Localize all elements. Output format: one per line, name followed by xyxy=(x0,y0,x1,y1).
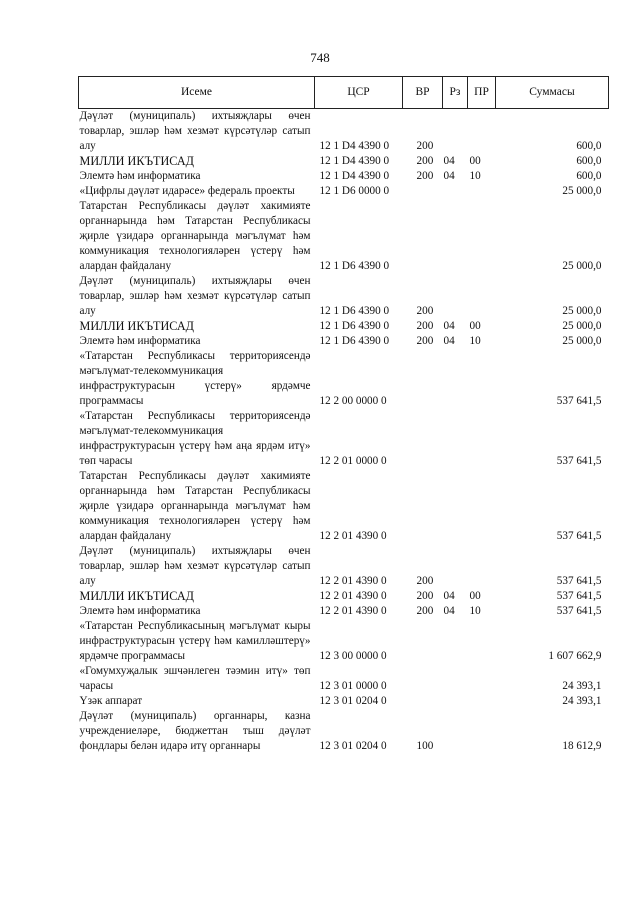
table-row xyxy=(79,694,609,709)
cell-sum: 25 000,0 xyxy=(562,185,602,197)
cell-pr xyxy=(468,109,496,155)
table-body xyxy=(79,109,609,755)
cell-sum: 537 641,5 xyxy=(556,590,602,602)
cell-name: Үзәк аппарат xyxy=(79,695,143,707)
cell-csr: 12 2 01 4390 0 xyxy=(319,590,387,602)
cell-rz: 04 xyxy=(443,155,455,167)
cell-vr xyxy=(403,469,443,544)
table-row xyxy=(79,169,609,184)
cell-vr xyxy=(403,664,443,694)
table-row xyxy=(79,664,609,694)
cell-csr: 12 1 D6 4390 0 xyxy=(319,260,390,272)
table-row xyxy=(79,619,609,664)
cell-name: Татарстан Республикасы дәүләт хакимияте органнарында һәм Татарстан Республикасы җирле үзидарә органнарында мәгълүмат һәм коммуникация технологияләрен үстерү һәм алардан файдалану xyxy=(79,200,311,272)
cell-pr: 00 xyxy=(469,320,481,332)
cell-rz: 04 xyxy=(443,605,455,617)
cell-csr: 12 2 00 0000 0 xyxy=(319,395,387,407)
cell-rz: 04 xyxy=(443,335,455,347)
cell-sum: 537 641,5 xyxy=(556,575,602,587)
header-sum: Суммасы xyxy=(496,77,609,109)
cell-name: «Татарстан Республикасының мәгълүмат кыры инфраструктурасын үстерү һәм камилләштерү» ярдәмче программасы xyxy=(79,620,311,662)
cell-csr: 12 2 01 0000 0 xyxy=(319,455,387,467)
cell-sum: 537 641,5 xyxy=(556,395,602,407)
cell-sum: 18 612,9 xyxy=(562,740,602,752)
cell-rz xyxy=(443,694,468,709)
table-row xyxy=(79,469,609,544)
cell-pr: 00 xyxy=(469,155,481,167)
cell-pr xyxy=(468,199,496,274)
cell-csr: 12 1 D6 4390 0 xyxy=(319,320,390,332)
table-row xyxy=(79,334,609,349)
cell-csr: 12 2 01 4390 0 xyxy=(319,605,387,617)
cell-vr xyxy=(403,619,443,664)
cell-name: Татарстан Республикасы дәүләт хакимияте органнарында һәм Татарстан Республикасы җирле үзидарә органнарында мәгълүмат һәм коммуникация технологияләрен үстерү һәм алардан файдалану xyxy=(79,470,311,542)
cell-sum: 600,0 xyxy=(576,170,602,182)
cell-rz xyxy=(443,274,468,319)
cell-sum: 1 607 662,9 xyxy=(548,650,602,662)
cell-pr xyxy=(468,469,496,544)
cell-sum: 537 641,5 xyxy=(556,530,602,542)
cell-pr xyxy=(468,184,496,199)
cell-csr: 12 3 01 0204 0 xyxy=(319,695,387,707)
cell-vr: 200 xyxy=(416,155,434,167)
cell-sum: 25 000,0 xyxy=(562,260,602,272)
cell-csr: 12 1 D4 4390 0 xyxy=(319,140,390,152)
cell-rz: 04 xyxy=(443,170,455,182)
cell-pr xyxy=(468,664,496,694)
cell-rz xyxy=(443,469,468,544)
cell-name: Дәүләт (муниципаль) органнары, казна учреждениеләре, бюджеттан тыш дәүләт фондлары белән идарә итү органнары xyxy=(79,710,311,752)
cell-vr: 200 xyxy=(416,335,434,347)
cell-csr: 12 2 01 4390 0 xyxy=(319,530,387,542)
cell-rz xyxy=(443,184,468,199)
cell-rz xyxy=(443,349,468,409)
table-row xyxy=(79,184,609,199)
cell-name: «Татарстан Республикасы территориясендә мәгълүмат-телекоммуникация инфраструктурасын үстерү» ярдәмче программасы xyxy=(79,350,311,407)
cell-name: МИЛЛИ ИКЪТИСАД xyxy=(79,154,194,168)
cell-name: МИЛЛИ ИКЪТИСАД xyxy=(79,319,194,333)
cell-csr: 12 1 D4 4390 0 xyxy=(319,170,390,182)
cell-pr xyxy=(468,349,496,409)
cell-sum: 24 393,1 xyxy=(562,695,602,707)
cell-rz xyxy=(443,409,468,469)
table-row xyxy=(79,274,609,319)
cell-rz xyxy=(443,619,468,664)
cell-vr: 200 xyxy=(416,320,434,332)
header-vr: ВР xyxy=(403,77,443,109)
cell-rz xyxy=(443,109,468,155)
cell-pr: 00 xyxy=(469,590,481,602)
cell-sum: 25 000,0 xyxy=(562,335,602,347)
cell-sum: 25 000,0 xyxy=(562,305,602,317)
table-row xyxy=(79,409,609,469)
cell-csr: 12 1 D6 4390 0 xyxy=(319,305,390,317)
cell-vr: 200 xyxy=(416,140,434,152)
cell-vr xyxy=(403,694,443,709)
cell-sum: 537 641,5 xyxy=(556,605,602,617)
cell-sum: 25 000,0 xyxy=(562,320,602,332)
cell-sum: 24 393,1 xyxy=(562,680,602,692)
cell-name: Дәүләт (муниципаль) ихтыяҗлары өчен товарлар, эшләр һәм хезмәт күрсәтүләр сатып алу xyxy=(79,275,311,317)
cell-sum: 600,0 xyxy=(576,140,602,152)
cell-csr: 12 1 D4 4390 0 xyxy=(319,155,390,167)
table-row xyxy=(79,709,609,754)
cell-csr: 12 1 D6 0000 0 xyxy=(319,185,390,197)
table-row xyxy=(79,349,609,409)
cell-vr: 200 xyxy=(416,575,434,587)
cell-vr: 200 xyxy=(416,605,434,617)
table-header xyxy=(79,77,609,109)
cell-vr: 200 xyxy=(416,170,434,182)
table-row xyxy=(79,589,609,604)
header-name: Исеме xyxy=(79,77,315,109)
cell-pr: 10 xyxy=(469,335,481,347)
cell-pr: 10 xyxy=(469,170,481,182)
cell-rz xyxy=(443,199,468,274)
table-row xyxy=(79,604,609,619)
cell-name: Элемтә һәм информатика xyxy=(79,605,201,617)
cell-name: «Гомумхуҗалык эшчәнлеген тәэмин итү» төп чарасы xyxy=(79,665,311,692)
cell-rz: 04 xyxy=(443,320,455,332)
cell-pr xyxy=(468,409,496,469)
page-number: 748 xyxy=(310,50,330,65)
cell-csr: 12 3 01 0204 0 xyxy=(319,740,387,752)
table-row xyxy=(79,544,609,589)
cell-sum: 537 641,5 xyxy=(556,455,602,467)
cell-csr: 12 3 01 0000 0 xyxy=(319,680,387,692)
cell-name: Элемтә һәм информатика xyxy=(79,335,201,347)
cell-pr: 10 xyxy=(469,605,481,617)
cell-vr xyxy=(403,184,443,199)
cell-rz: 04 xyxy=(443,590,455,602)
cell-vr xyxy=(403,349,443,409)
budget-table xyxy=(78,76,609,754)
table-row xyxy=(79,319,609,334)
cell-csr: 12 2 01 4390 0 xyxy=(319,575,387,587)
header-rz: Рз xyxy=(443,77,468,109)
table-row xyxy=(79,199,609,274)
cell-name: «Цифрлы дәүләт идарәсе» федераль проекты xyxy=(79,185,295,197)
cell-rz xyxy=(443,664,468,694)
cell-name: «Татарстан Республикасы территориясендә мәгълүмат-телекоммуникация инфраструктурасын үстерү һәм аңа ярдәм итү» төп чарасы xyxy=(79,410,311,467)
cell-vr: 100 xyxy=(416,740,434,752)
cell-name: Дәүләт (муниципаль) ихтыяҗлары өчен товарлар, эшләр һәм хезмәт күрсәтүләр сатып алу xyxy=(79,110,311,152)
cell-csr: 12 1 D6 4390 0 xyxy=(319,335,390,347)
table-row xyxy=(79,154,609,169)
cell-pr xyxy=(468,709,496,754)
header-row xyxy=(79,77,609,109)
cell-name: Элемтә һәм информатика xyxy=(79,170,201,182)
cell-pr xyxy=(468,694,496,709)
cell-vr xyxy=(403,199,443,274)
cell-vr xyxy=(403,409,443,469)
cell-rz xyxy=(443,544,468,589)
cell-pr xyxy=(468,274,496,319)
header-csr: ЦСР xyxy=(315,77,403,109)
cell-pr xyxy=(468,544,496,589)
cell-vr: 200 xyxy=(416,590,434,602)
cell-rz xyxy=(443,709,468,754)
cell-name: Дәүләт (муниципаль) ихтыяҗлары өчен товарлар, эшләр һәм хезмәт күрсәтүләр сатып алу xyxy=(79,545,311,587)
cell-name: МИЛЛИ ИКЪТИСАД xyxy=(79,589,194,603)
cell-csr: 12 3 00 0000 0 xyxy=(319,650,387,662)
cell-pr xyxy=(468,619,496,664)
cell-sum: 600,0 xyxy=(576,155,602,167)
header-pr: ПР xyxy=(468,77,496,109)
table-row xyxy=(79,109,609,155)
cell-vr: 200 xyxy=(416,305,434,317)
